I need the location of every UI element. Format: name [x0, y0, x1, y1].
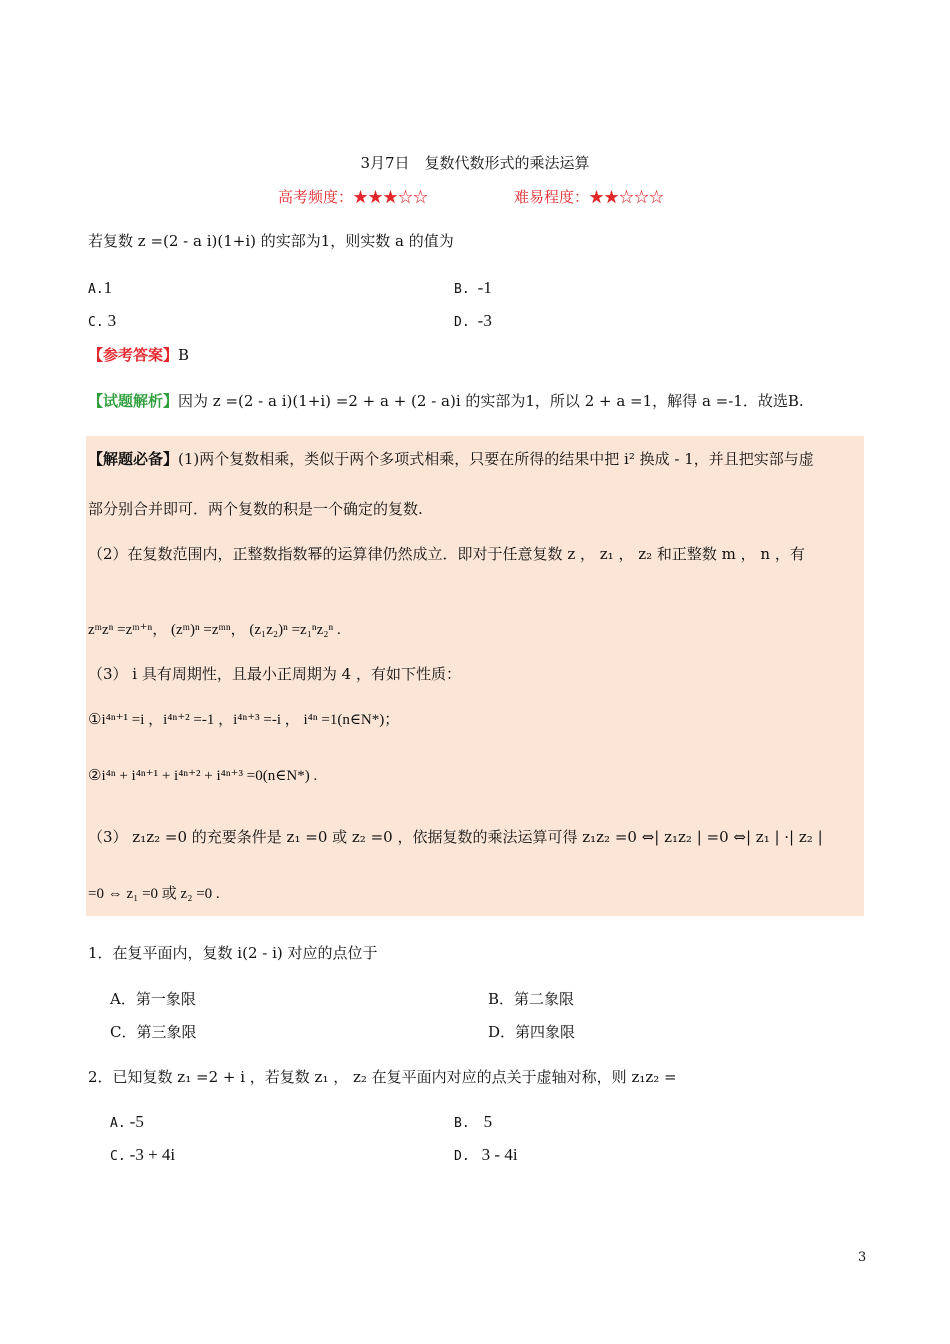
option-b — [454, 278, 492, 298]
notes-p2-line1: （2）在复数范围内，正整数指数幂的运算律仍然成立．即对于任意复数 z ， z₁ ， z₂ 和正整数 m ， n ，有 — [88, 545, 805, 563]
q2-option-c — [110, 1145, 175, 1165]
notes-p3-line1: （3） i 具有周期性，且最小正周期为 4 ，有如下性质： — [88, 665, 461, 683]
difficulty-level: 难易程度：★★☆☆☆ — [514, 188, 665, 206]
exam-frequency: 高考频度：★★★☆☆ — [278, 188, 429, 206]
option-letter: D. — [454, 1149, 470, 1164]
option-d — [454, 311, 492, 331]
q1-option-a — [110, 988, 196, 1009]
option-letter: D． — [488, 1023, 516, 1041]
reference-answer — [88, 344, 189, 365]
page-title: 3月7日 复数代数形式的乘法运算 — [360, 154, 590, 172]
notes-p1-line1 — [88, 448, 814, 469]
option-value: -1 — [477, 278, 492, 297]
option-letter: A. — [110, 1116, 126, 1131]
option-letter: B. — [454, 282, 470, 297]
option-value: 第二象限 — [514, 990, 575, 1008]
q1-option-d — [488, 1021, 575, 1042]
q2-option-b — [454, 1112, 492, 1132]
q1-option-b — [488, 988, 574, 1009]
option-value: -5 — [129, 1112, 144, 1131]
option-letter: B. — [454, 1116, 470, 1131]
question-1-stem: 1．在复平面内，复数 i(2 - i) 对应的点位于 — [88, 944, 378, 962]
notes-p1-line2: 部分别合并即可．两个复数的积是一个确定的复数. — [88, 500, 423, 518]
option-value: 3 - 4i — [481, 1145, 518, 1164]
option-letter: C. — [110, 1149, 126, 1164]
answer-value: B — [178, 346, 190, 364]
option-letter: A． — [110, 990, 136, 1008]
notes-p3-property1: ①i⁴ⁿ⁺¹ =i ，i⁴ⁿ⁺² =-1 ，i⁴ⁿ⁺³ =-i ， i⁴ⁿ =1(n∈N*)； — [88, 712, 400, 728]
option-a — [88, 278, 112, 298]
notes-label: 【解题必备】 — [88, 450, 179, 468]
q2-option-d — [454, 1145, 518, 1165]
q1-option-c — [110, 1021, 197, 1042]
option-value: 3 — [107, 311, 117, 330]
option-c — [88, 311, 116, 331]
question-2-stem: 2．已知复数 z₁ =2 + i ，若复数 z₁ ， z₂ 在复平面内对应的点关于虚轴对称，则 z₁z₂ = — [88, 1068, 677, 1086]
analysis-text: 因为 z =(2 - a i)(1+i) =2 + a + (2 - a)i 的实部为1，所以 2 + a =1，解得 a =-1．故选B. — [178, 392, 804, 410]
notes-p4-line2: =0 ⇔ z₁ =0 或 z₂ =0 . — [88, 886, 220, 902]
analysis-label: 【试题解析】 — [88, 392, 179, 410]
option-letter: A. — [88, 282, 104, 297]
notes-p2-formulas: zᵐzⁿ =zᵐ⁺ⁿ， (zᵐ)ⁿ =zᵐⁿ， (z₁z₂)ⁿ =z₁ⁿz₂ⁿ . — [88, 622, 341, 638]
option-value: 第一象限 — [135, 990, 196, 1008]
analysis — [88, 390, 804, 411]
option-letter: B． — [488, 990, 515, 1008]
option-value: -3 — [477, 311, 492, 330]
option-value: 5 — [483, 1112, 493, 1131]
option-value: 1 — [103, 278, 113, 297]
option-letter: C． — [110, 1023, 137, 1041]
option-value: 第三象限 — [136, 1023, 197, 1041]
q2-option-a — [110, 1112, 144, 1132]
example-question: 若复数 z =(2 - a i)(1+i) 的实部为1，则实数 a 的值为 — [88, 232, 454, 250]
option-letter: C. — [88, 315, 104, 330]
answer-label: 【参考答案】 — [88, 346, 179, 364]
option-value: 第四象限 — [515, 1023, 576, 1041]
notes-p4-line1: （3） z₁z₂ =0 的充要条件是 z₁ =0 或 z₂ =0 ，依据复数的乘法运算可得 z₁z₂ =0 ⇔| z₁z₂ | =0 ⇔| z₁ | ·| z₂ | — [88, 828, 823, 846]
notes-p1-text: (1)两个复数相乘，类似于两个多项式相乘，只要在所得的结果中把 i² 换成 - 1，并且把实部与虚 — [178, 450, 814, 468]
notes-p3-property2: ②i⁴ⁿ + i⁴ⁿ⁺¹ + i⁴ⁿ⁺² + i⁴ⁿ⁺³ =0(n∈N*) . — [88, 768, 318, 784]
page-number: 3 — [858, 1250, 867, 1265]
option-letter: D. — [454, 315, 470, 330]
option-value: -3 + 4i — [129, 1145, 176, 1164]
